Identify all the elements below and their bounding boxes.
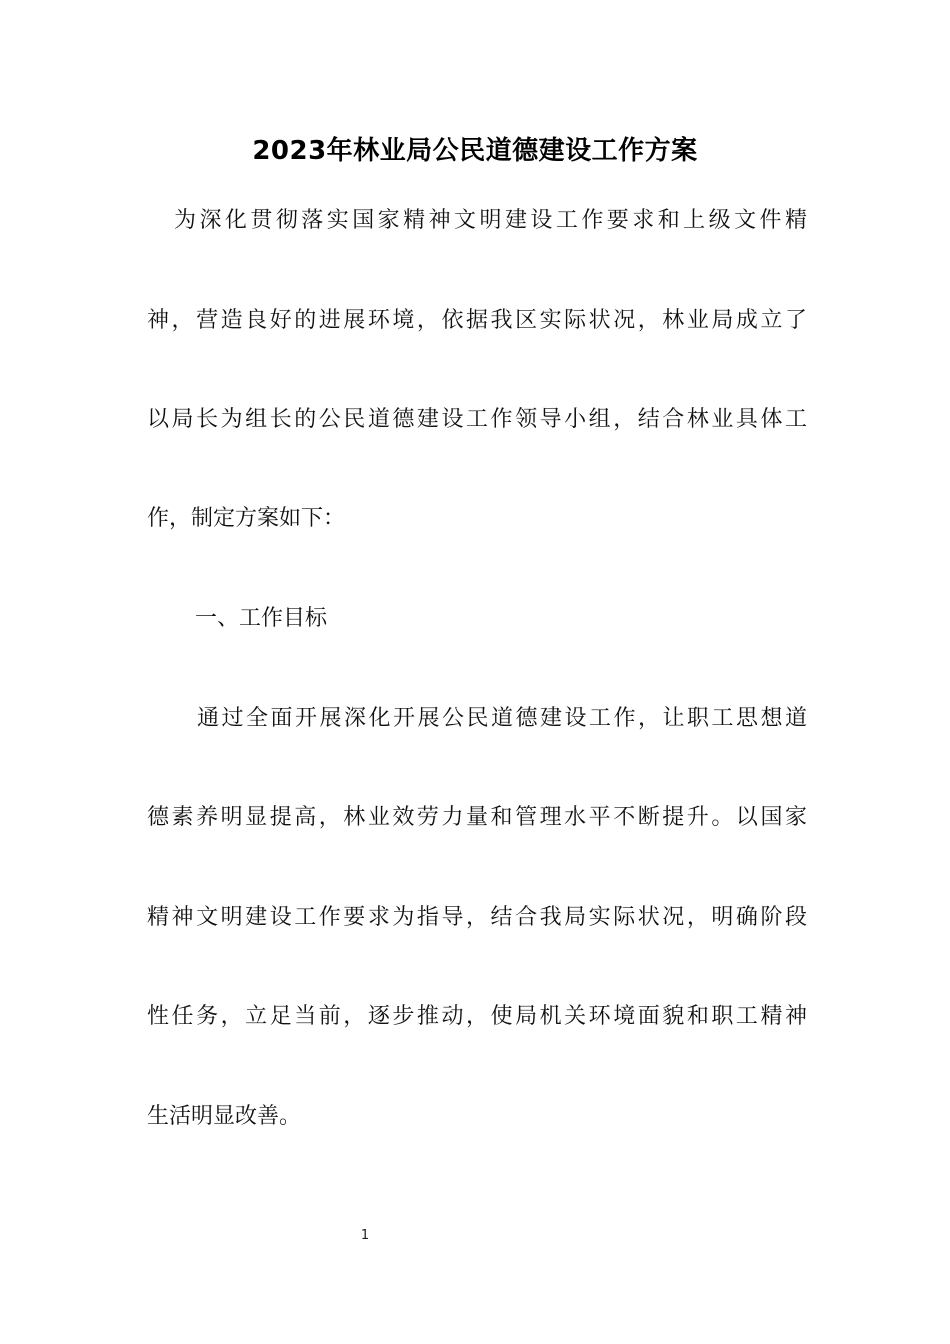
paragraph-line: 作，制定方案如下：	[147, 506, 346, 531]
paragraph-line: 生活明显改善。	[147, 1104, 302, 1129]
page-number: 1	[360, 1228, 370, 1243]
paragraph-line: 为深化贯彻落实国家精神文明建设工作要求和上级文件精	[174, 208, 807, 233]
paragraph-line: 神，营造良好的进展环境，依据我区实际状况，林业局成立了	[147, 308, 807, 333]
paragraph-line: 性任务，立足当前，逐步推动，使局机关环境面貌和职工精神	[147, 1004, 807, 1029]
paragraph-line: 精神文明建设工作要求为指导，结合我局实际状况，明确阶段	[147, 905, 807, 930]
section-heading: 一、工作目标	[195, 606, 328, 631]
paragraph-line: 通过全面开展深化开展公民道德建设工作，让职工思想道	[197, 706, 807, 731]
paragraph-line: 以局长为组长的公民道德建设工作领导小组，结合林业具体工	[147, 407, 807, 432]
paragraph-line: 德素养明显提高，林业效劳力量和管理水平不断提升。以国家	[147, 805, 807, 830]
document-title: 2023年林业局公民道德建设工作方案	[252, 136, 698, 166]
